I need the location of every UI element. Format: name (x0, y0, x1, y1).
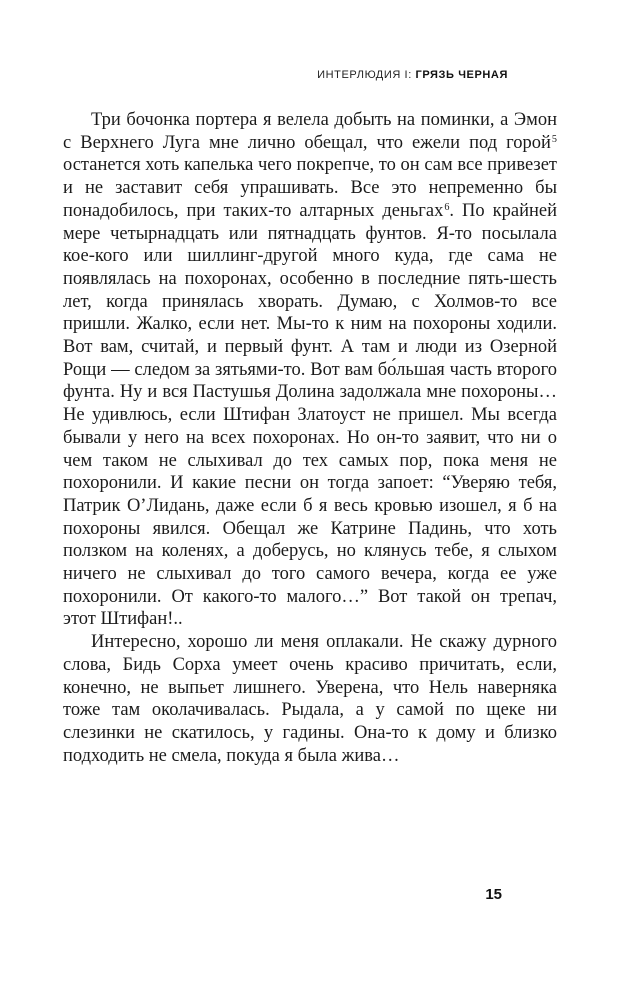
running-head-chapter: ИНТЕРЛЮДИЯ I: (317, 69, 416, 81)
paragraph-1-text-a: Три бочонка портера я велела добыть на поминки, а Эмон с Верхнего Луга мне лично обещал, что ежели под горой (63, 110, 557, 153)
running-head (0, 69, 508, 81)
paragraph-2: Интересно, хорошо ли меня оплакали. Не скажу дурного слова, Бидь Сорха умеет очень красиво причитать, если, конечно, не выпьет лишнего. Уверена, что Нель наверняка тоже там околачивалась. Рыдала, а у самой по щеке ни слезинки не скатилось, у гадины. Она-то к дому и близко подходить не смела, покуда я была жива… (63, 632, 557, 766)
paragraph-1 (63, 109, 557, 631)
page-number: 15 (485, 886, 502, 903)
paragraph-1-text-c: . По крайней мере четырнадцать или пятнадцать фунтов. Я-то посылала кое-кого или шиллинг-другой много куда, где сама не появлялась на похоронах, особенно в последние пять-шесть лет, когда принялась хворать. Думаю, с Холмов-то все пришли. Жалко, если нет. Мы-то к ним на похороны ходили. Вот вам, считай, и первый фунт. А там и люди из Озерной Рощи — следом за зятьями-то. Вот вам бо́льшая часть второго фунта. Ну и вся Пастушья Долина задолжала мне похороны… Не удивлюсь, если Штифан Златоуст не пришел. Мы всегда бывали у него на всех похоронах. Но он-то заявит, что ни о чем таком не слыхивал до тех самых пор, пока меня не похоронили. И какие песни он тогда запоет: “Уверяю тебя, Патрик О’Лидань, даже если б я весь кровью изошел, я б на похороны явился. Обещал же Катрине Падинь, что хоть ползком на коленях, а доберусь, но клянусь тебе, я слыхом ничего не слыхивал до того самого вечера, когда ее уже похоронили. От какого-то малого…” Вот такой он трепач, этот Штифан!.. (63, 200, 557, 630)
footnote-marker-6: 6 (444, 202, 450, 214)
paragraph-1-text-b: останется хоть капелька чего покрепче, то он сам все привезет и не заставит себя упрашивать. Все это непременно бы понадобилось, при таких-то алтарных деньгах (63, 155, 557, 221)
running-head-title: ГРЯЗЬ ЧЕРНАЯ (415, 69, 508, 81)
footnote-marker-5: 5 (551, 134, 557, 146)
body-text (63, 109, 557, 767)
